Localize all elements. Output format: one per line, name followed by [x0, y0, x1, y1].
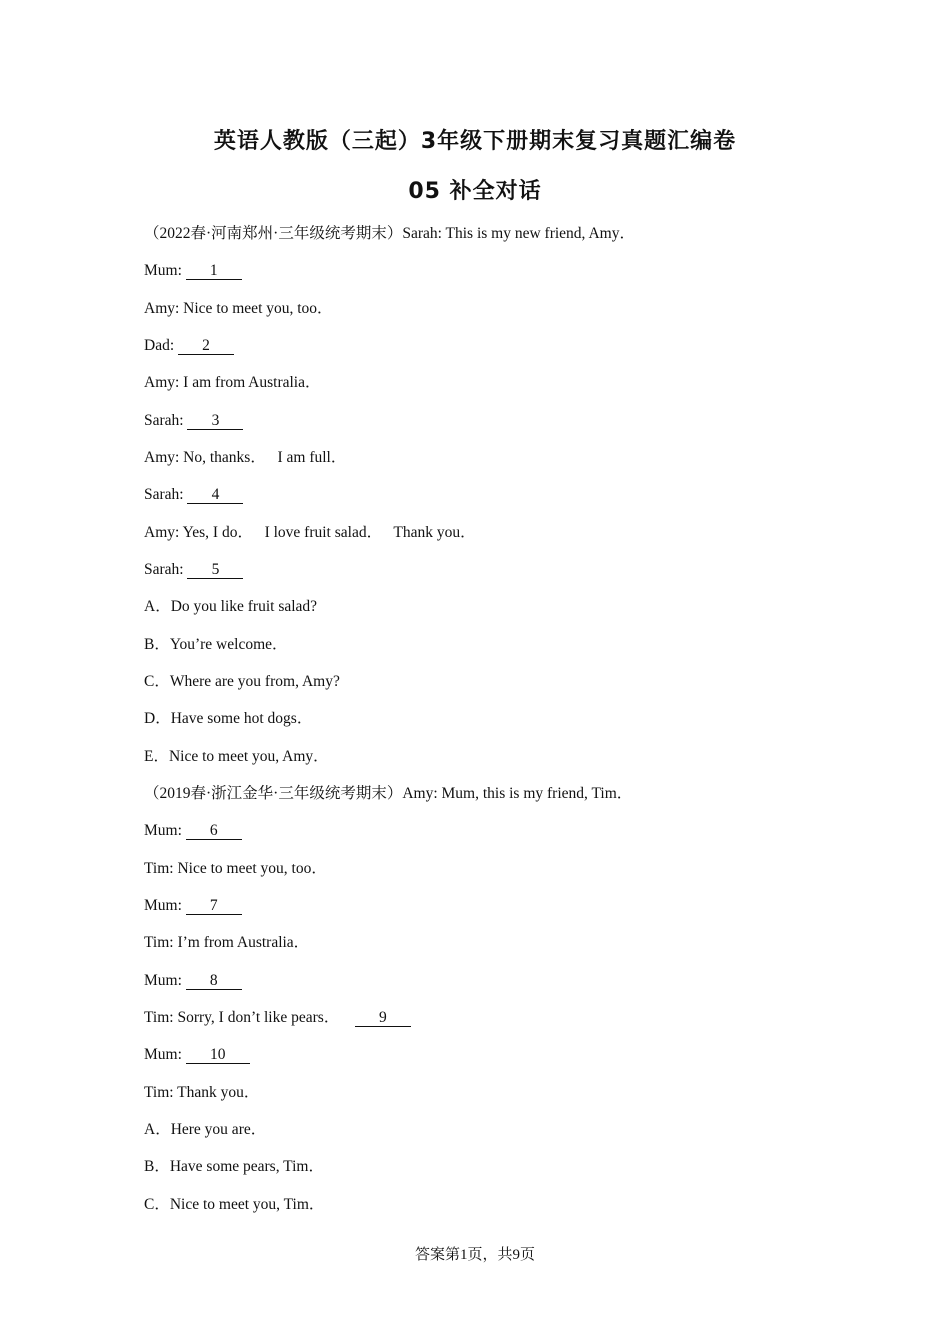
speaker-label: Mum: — [144, 1046, 186, 1063]
q2-line-6 — [144, 1008, 411, 1028]
answer-blank-8[interactable]: 8 — [186, 972, 242, 990]
speaker-label: Mum: — [144, 972, 186, 989]
speaker-label: Mum: — [144, 822, 186, 839]
answer-blank-7[interactable]: 7 — [186, 897, 242, 915]
answer-blank-9[interactable]: 9 — [355, 1009, 411, 1027]
answer-blank-10[interactable]: 10 — [186, 1046, 250, 1064]
q2-option-a: A．Here you are． — [144, 1121, 267, 1138]
q1-line-6: Amy: No, thanks． I am full． — [144, 449, 347, 466]
q1-option-b: B．You’re welcome． — [144, 636, 288, 653]
page-subtitle: 05 补全对话 — [408, 179, 542, 204]
q1-line-8: Amy: Yes, I do． I love fruit salad． Thank you． — [144, 524, 476, 541]
answer-blank-6[interactable]: 6 — [186, 822, 242, 840]
q1-source: （2022春·河南郑州·三年级统考期末）Sarah: This is my new friend, Amy． — [144, 225, 635, 242]
answer-blank-2[interactable]: 2 — [178, 337, 234, 355]
answer-blank-4[interactable]: 4 — [187, 486, 243, 504]
q2-line-5 — [144, 971, 242, 991]
answer-blank-1[interactable]: 1 — [186, 262, 242, 280]
q2-line-1 — [144, 821, 242, 841]
q2-line-3 — [144, 896, 242, 916]
q1-line-2: Amy: Nice to meet you, too． — [144, 300, 333, 317]
speaker-label: Mum: — [144, 897, 186, 914]
q2-line-8: Tim: Thank you． — [144, 1084, 260, 1101]
q2-option-b: B．Have some pears, Tim． — [144, 1158, 324, 1175]
q2-option-c: C．Nice to meet you, Tim． — [144, 1196, 325, 1213]
answer-blank-5[interactable]: 5 — [187, 561, 243, 579]
q2-line-4: Tim: I’m from Australia． — [144, 934, 310, 951]
q1-line-3 — [144, 336, 234, 356]
q1-line-7 — [144, 485, 243, 505]
speaker-label: Tim: Sorry, I don’t like pears． — [144, 1009, 355, 1026]
q1-line-5 — [144, 411, 243, 431]
q1-line-9 — [144, 560, 243, 580]
q1-option-c: C．Where are you from, Amy? — [144, 673, 340, 690]
answer-blank-3[interactable]: 3 — [187, 412, 243, 430]
page-footer: 答案第1页，共9页 — [414, 1247, 535, 1263]
page-title: 英语人教版（三起）3年级下册期末复习真题汇编卷 — [213, 129, 737, 154]
speaker-label: Sarah: — [144, 486, 188, 503]
q2-line-2: Tim: Nice to meet you, too． — [144, 860, 327, 877]
speaker-label: Mum: — [144, 262, 186, 279]
speaker-label: Sarah: — [144, 561, 188, 578]
speaker-label: Dad: — [144, 337, 179, 354]
q1-line-1 — [144, 261, 242, 281]
q1-line-4: Amy: I am from Australia． — [144, 374, 321, 391]
speaker-label: Sarah: — [144, 412, 188, 429]
q1-option-a: A．Do you like fruit salad? — [144, 598, 318, 615]
q2-source: （2019春·浙江金华·三年级统考期末）Amy: Mum, this is my friend, Tim． — [144, 785, 633, 802]
q2-line-7 — [144, 1045, 250, 1065]
q1-option-e: E．Nice to meet you, Amy． — [144, 748, 329, 765]
q1-option-d: D．Have some hot dogs． — [144, 710, 313, 727]
